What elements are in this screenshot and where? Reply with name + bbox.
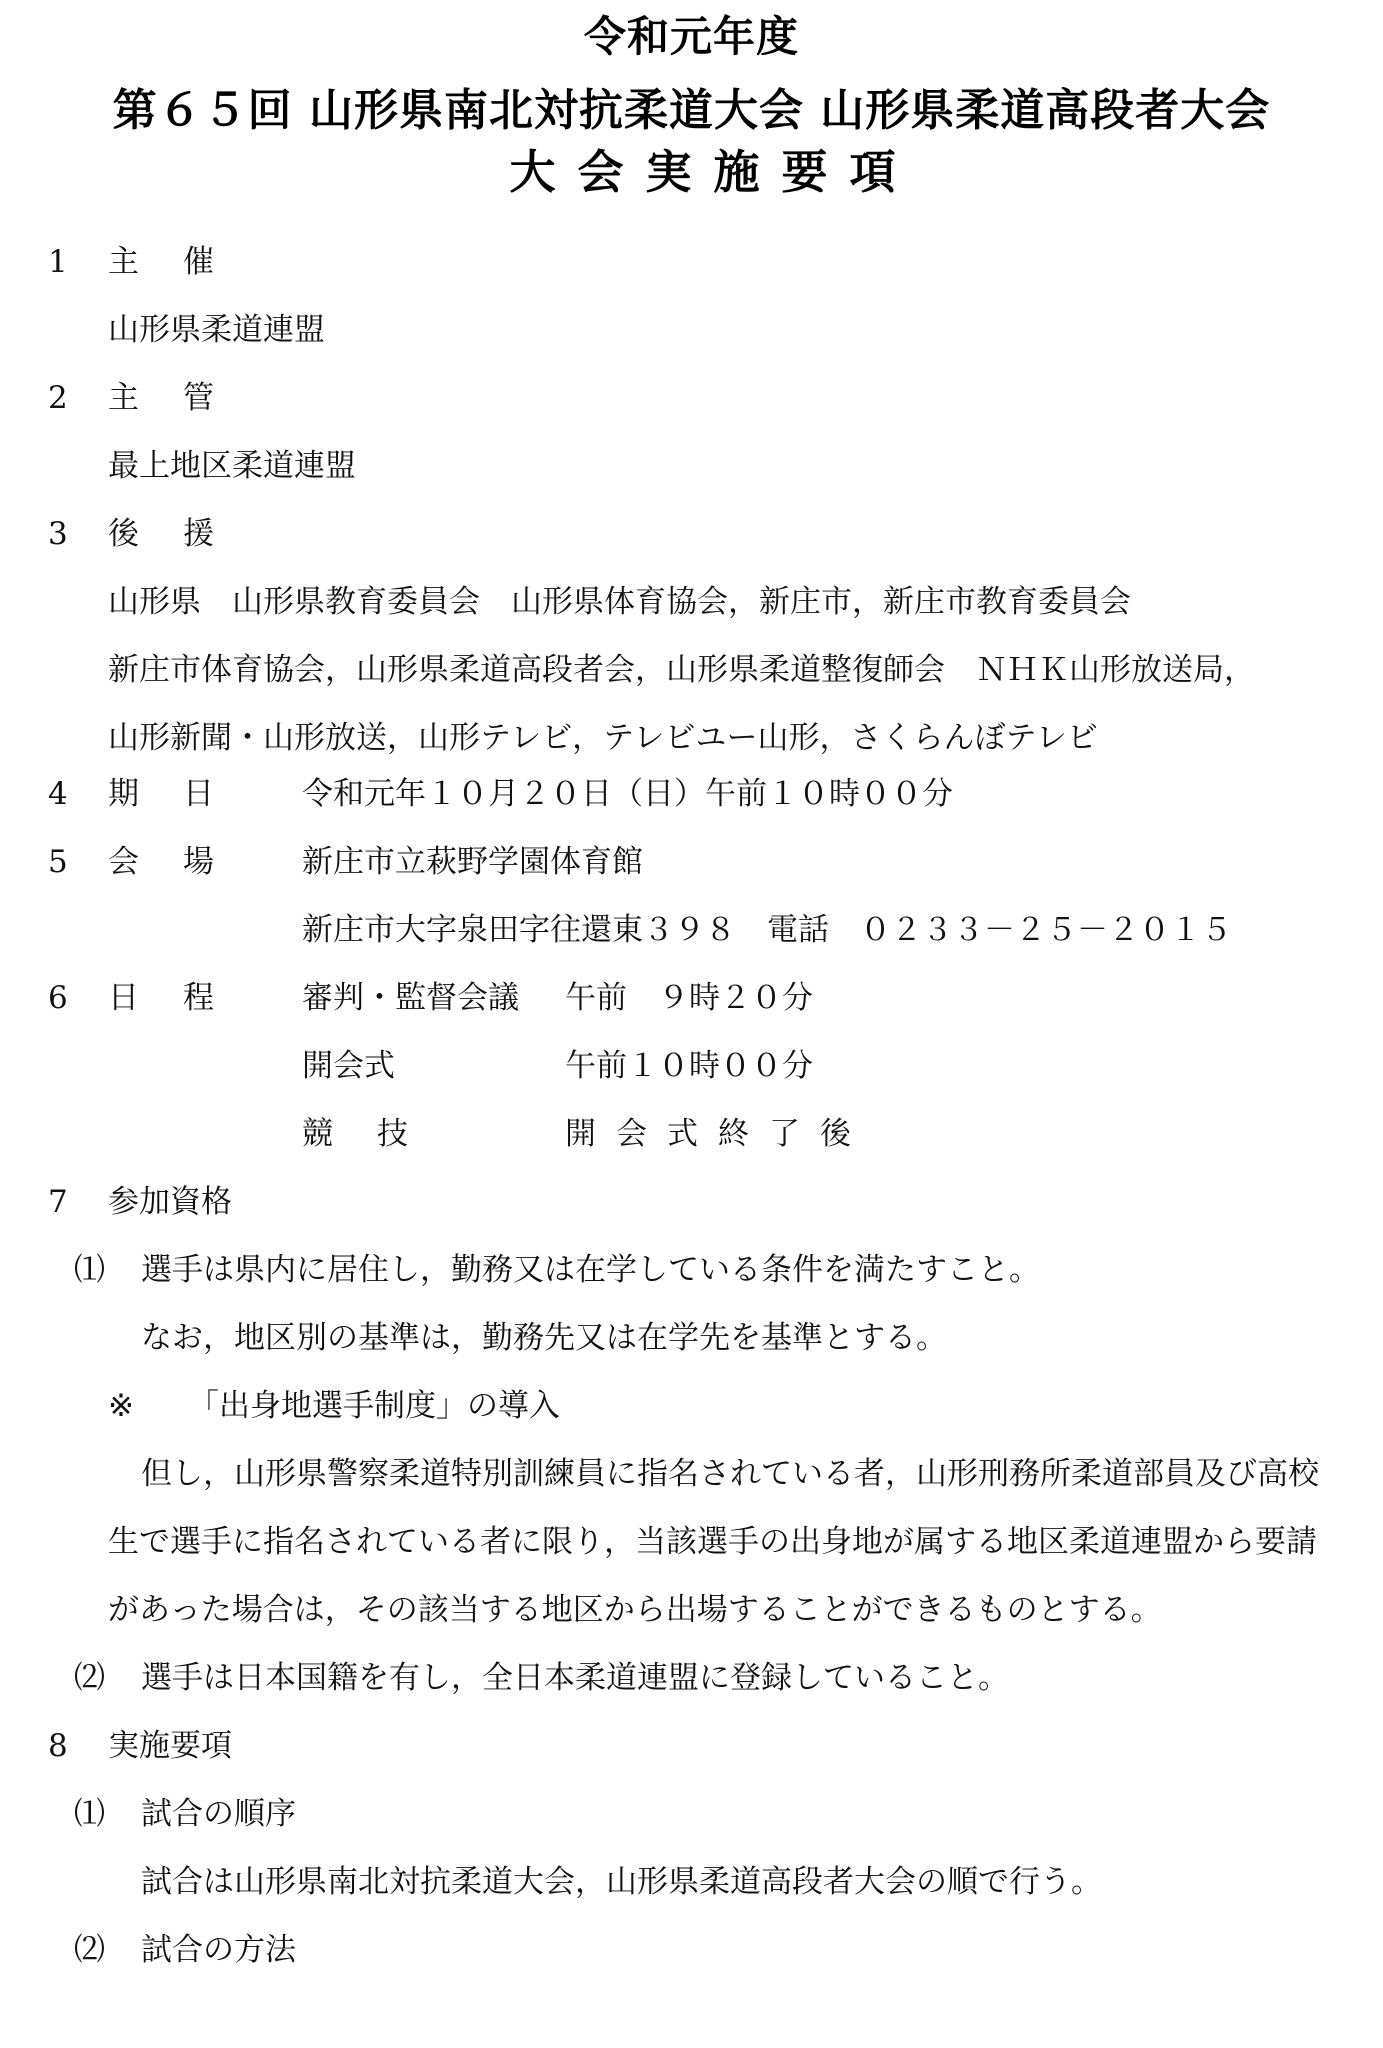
section-8-item-1-text: 試合は山形県南北対抗柔道大会，山形県柔道高段者大会の順で行う。 <box>141 1864 1102 1900</box>
note-paragraph-line: 生で選手に指名されている者に限り，当該選手の出身地が属する地区柔道連盟から要請 <box>108 1524 1317 1560</box>
section-3-label: 後援 <box>108 516 258 552</box>
section-6-label: 日程 <box>108 980 258 1016</box>
section-5-label: 会場 <box>108 844 258 880</box>
section-3-sponsor-line: 山形新聞・山形放送，山形テレビ，テレビユー山形，さくらんぼテレビ <box>108 720 1098 756</box>
section-7-label: 参加資格 <box>108 1184 232 1220</box>
section-8-item-1-number: ⑴ <box>74 1796 105 1832</box>
section-8-item-2-number: ⑵ <box>74 1932 105 1968</box>
header-document-title: 大会実施要項 <box>509 145 918 199</box>
section-1-label: 主催 <box>108 244 258 280</box>
section-7-number: 7 <box>48 1184 68 1220</box>
section-7-item-2-number: ⑵ <box>74 1660 105 1696</box>
section-7-item-1-number: ⑴ <box>74 1252 105 1288</box>
section-5-address: 新庄市大字泉田字往還東３９８ 電話 ０２３３－２５－２０１５ <box>302 912 1232 948</box>
schedule-item: 競技 <box>302 1116 452 1152</box>
section-8-number: 8 <box>48 1728 68 1764</box>
note-mark: ※ <box>108 1388 134 1424</box>
section-8-item-2-title: 試合の方法 <box>141 1932 296 1968</box>
section-4-label: 期日 <box>108 776 258 812</box>
section-1-body: 山形県柔道連盟 <box>108 312 325 348</box>
section-8-label: 実施要項 <box>108 1728 232 1764</box>
schedule-item: 開会式 <box>302 1048 395 1084</box>
note-paragraph-line: があった場合は，その該当する地区から出場することができるものとする。 <box>108 1592 1162 1628</box>
section-3-sponsor-line: 山形県 山形県教育委員会 山形県体育協会，新庄市，新庄市教育委員会 <box>108 584 1131 620</box>
section-2-label: 主管 <box>108 380 258 416</box>
schedule-time: 開会式終了後 <box>565 1116 871 1152</box>
section-1-number: 1 <box>48 244 68 280</box>
schedule-item: 審判・監督会議 <box>302 980 519 1016</box>
section-7-item-1-note: なお，地区別の基準は，勤務先又は在学先を基準とする。 <box>141 1320 947 1356</box>
section-4-number: 4 <box>48 776 68 812</box>
section-2-body: 最上地区柔道連盟 <box>108 448 356 484</box>
schedule-time: 午前１０時００分 <box>565 1048 813 1084</box>
section-5-number: 5 <box>48 844 68 880</box>
section-7-item-1-text: 選手は県内に居住し，勤務又は在学している条件を満たすこと。 <box>141 1252 1040 1288</box>
header-event-name: 第６５回 山形県南北対抗柔道大会 山形県柔道高段者大会 <box>112 85 1271 136</box>
section-2-number: 2 <box>48 380 68 416</box>
note-title: 「出身地選手制度」の導入 <box>188 1388 560 1424</box>
section-8-item-1-title: 試合の順序 <box>141 1796 296 1832</box>
section-4-date: 令和元年１０月２０日（日）午前１０時００分 <box>302 776 953 812</box>
section-3-number: 3 <box>48 516 68 552</box>
section-6-number: 6 <box>48 980 68 1016</box>
section-7-item-2-text: 選手は日本国籍を有し，全日本柔道連盟に登録していること。 <box>141 1660 1009 1696</box>
note-paragraph-line: 但し，山形県警察柔道特別訓練員に指名されている者，山形刑務所柔道部員及び高校 <box>141 1456 1319 1492</box>
section-5-venue: 新庄市立萩野学園体育館 <box>302 844 643 880</box>
schedule-time: 午前 ９時２０分 <box>565 980 813 1016</box>
header-year: 令和元年度 <box>583 12 799 61</box>
section-3-sponsor-line: 新庄市体育協会，山形県柔道高段者会，山形県柔道整復師会 ＮＨＫ山形放送局， <box>108 652 1255 688</box>
